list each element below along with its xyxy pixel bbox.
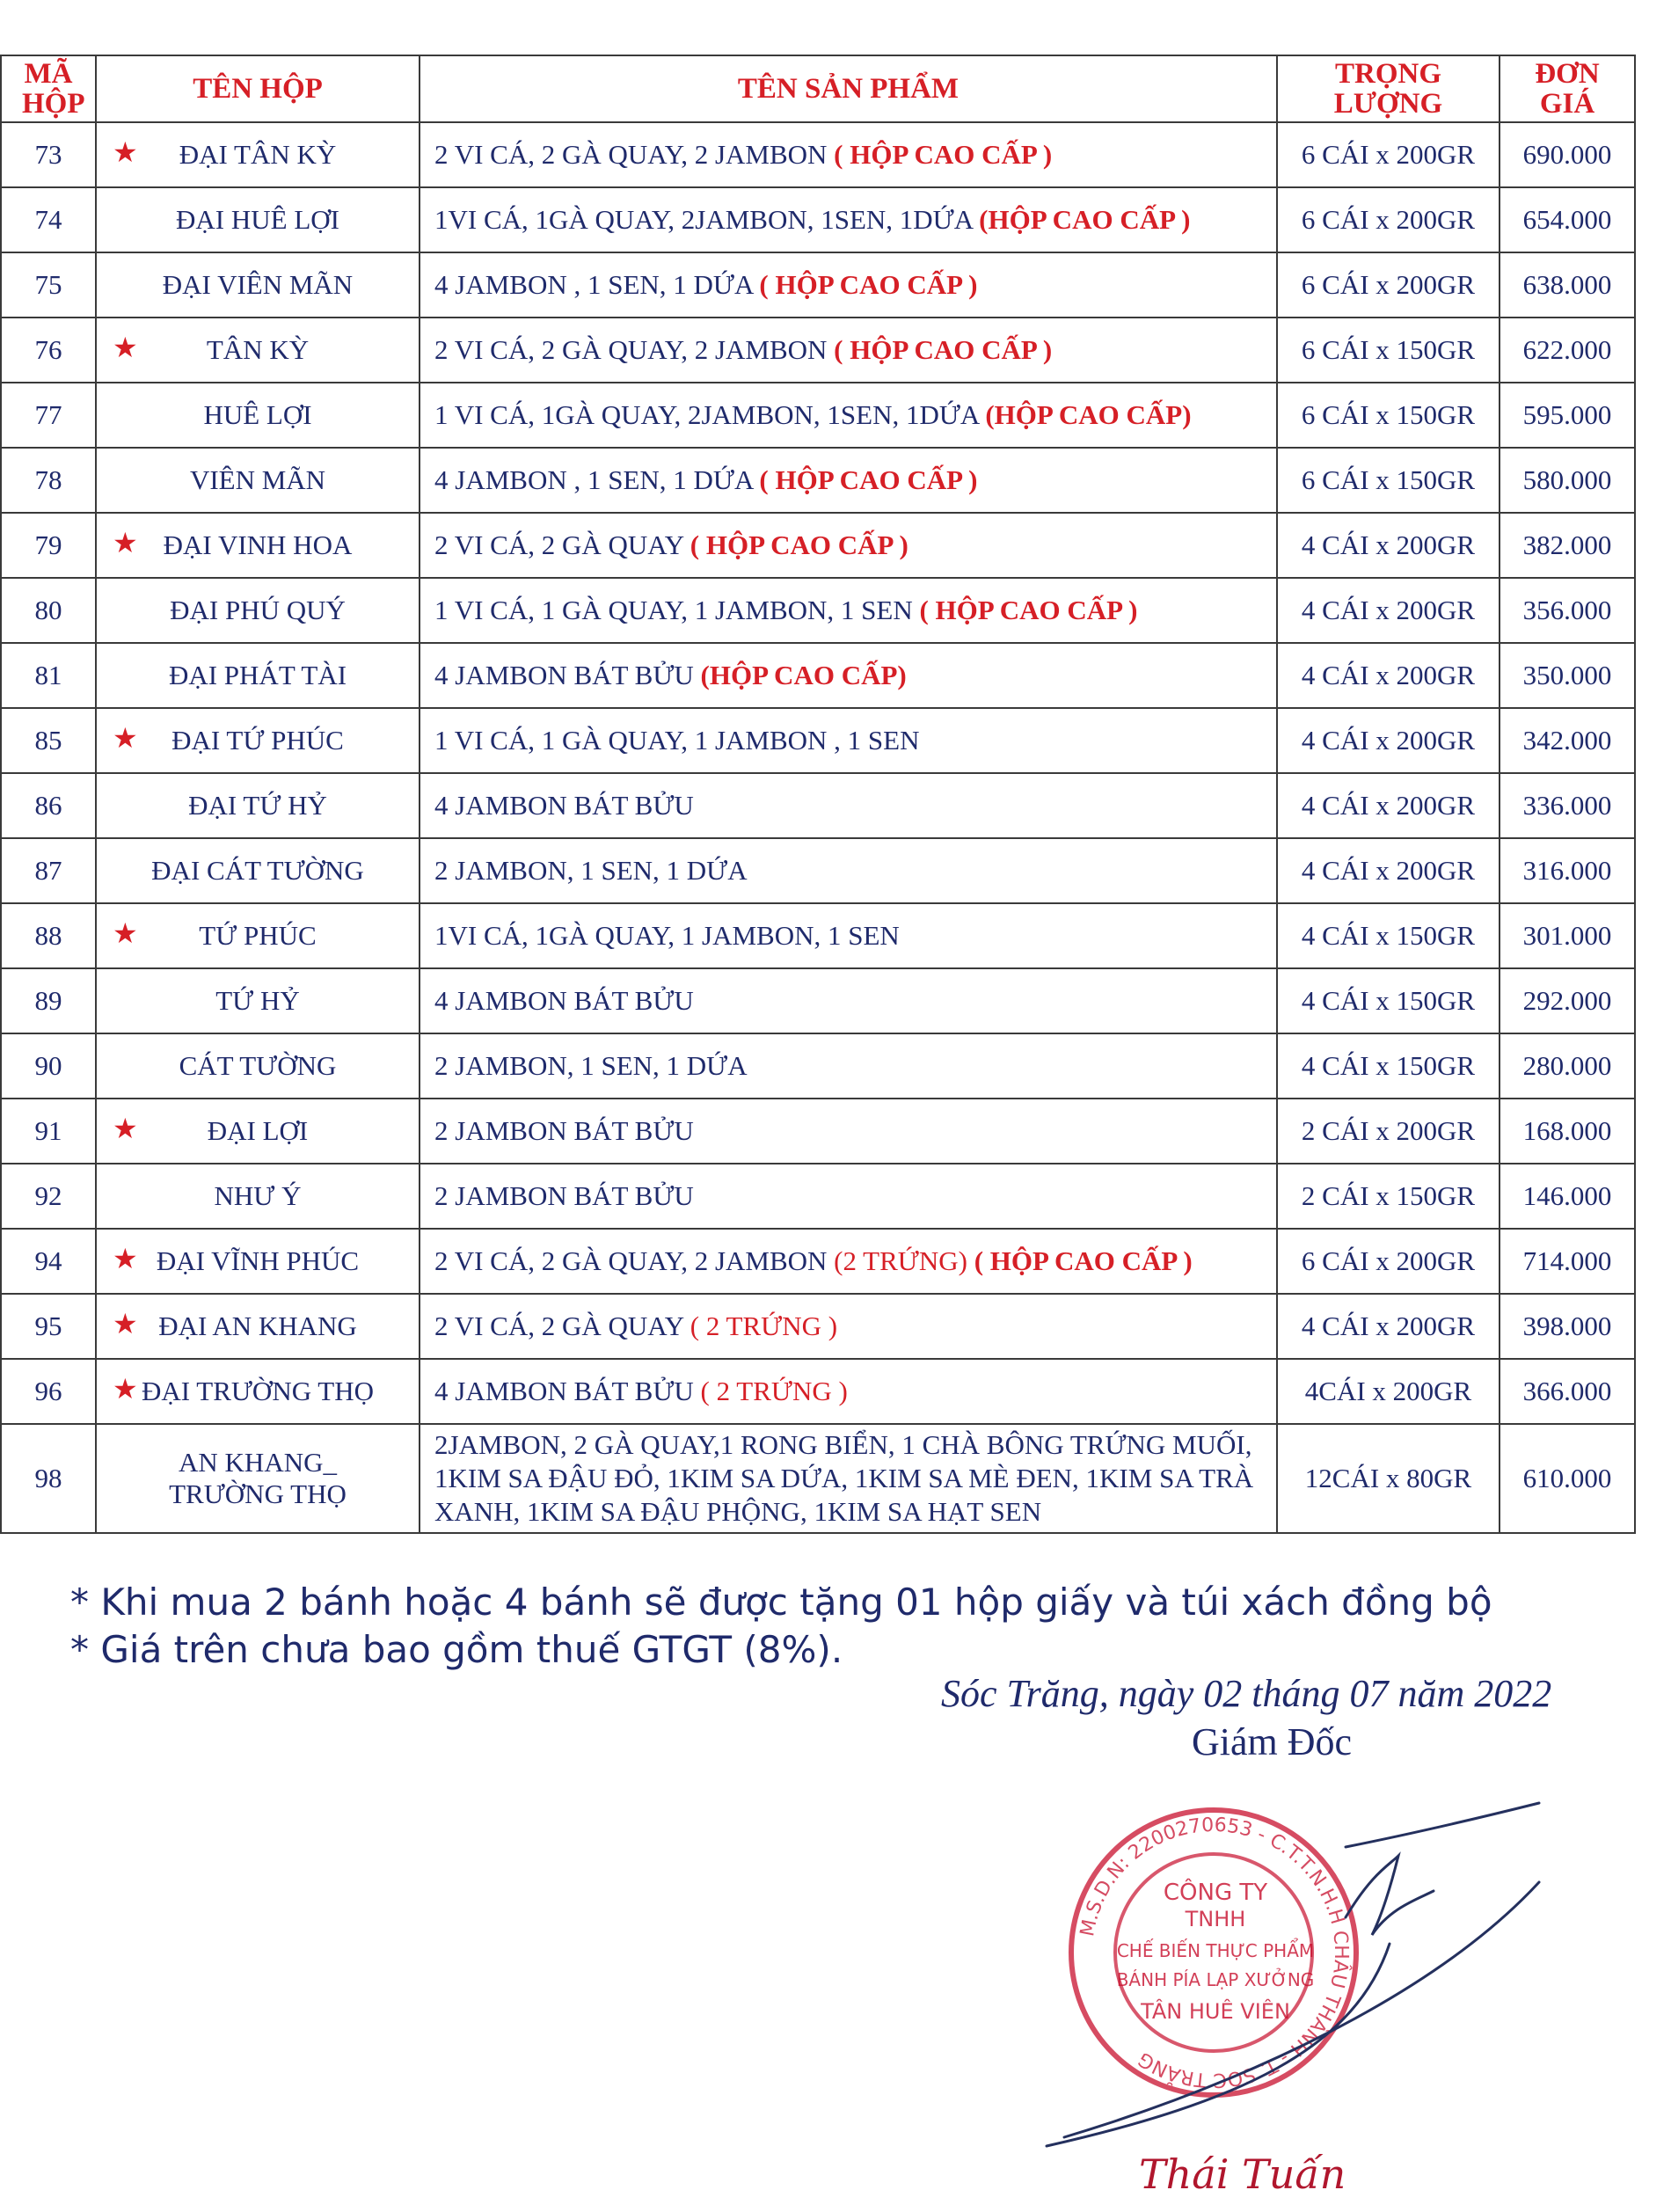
row-box-name-cell [96,1359,420,1424]
row-product-cell [420,968,1277,1033]
row-product-cell [420,1294,1277,1359]
row-code: 85 [1,708,96,773]
table-row [1,122,1635,187]
star-icon: ★ [113,526,138,558]
row-box-name: ĐẠI AN KHANG [158,1310,357,1341]
row-weight: 4 CÁI x 200GR [1277,513,1500,578]
row-product: 1VI CÁ, 1GÀ QUAY, 2JAMBON, 1SEN, 1DỨA [434,204,973,235]
row-box-name: ĐẠI TỨ PHÚC [171,725,344,756]
row-box-name-cell [96,773,420,838]
header-product: TÊN SẢN PHẨM [420,55,1277,122]
row-price: 580.000 [1500,448,1635,513]
row-code: 73 [1,122,96,187]
row-box-name: ĐẠI CÁT TƯỜNG [151,855,364,886]
row-product-cell [420,578,1277,643]
seal-line-1: CÔNG TY [1163,1880,1268,1906]
row-box-name-cell [96,643,420,708]
row-price: 168.000 [1500,1099,1635,1164]
row-box-name: ĐẠI TỨ HỶ [188,790,327,821]
row-box-name-cell [96,968,420,1033]
note-vat: * Giá trên chưa bao gồm thuế GTGT (8%). [70,1628,843,1671]
row-box-name-cell [96,122,420,187]
row-code: 95 [1,1294,96,1359]
table-row [1,903,1635,968]
row-product: 2JAMBON, 2 GÀ QUAY,1 RONG BIỂN, 1 CHÀ BÔNG TRỨNG MUỐI, 1KIM SA ĐẬU ĐỎ, 1KIM SA DỨA, 1KIM SA MÈ ĐEN, 1KIM SA TRÀ XANH, 1KIM SA ĐẬU PHỘNG, 1KIM SA HẠT SEN [420,1424,1277,1533]
table-row [1,708,1635,773]
row-code: 87 [1,838,96,903]
signer-title: Giám Đốc [1192,1720,1353,1763]
note-gift: * Khi mua 2 bánh hoặc 4 bánh sẽ được tặng 01 hộp giấy và túi xách đồng bộ [70,1581,1492,1624]
row-weight: 4 CÁI x 200GR [1277,838,1500,903]
row-product-cell [420,838,1277,903]
row-product-cell [420,448,1277,513]
row-box-name-cell [96,318,420,383]
row-box-name-cell [96,383,420,448]
row-price: 595.000 [1500,383,1635,448]
row-product-cell [420,1164,1277,1229]
row-box-name-cell [96,838,420,903]
row-product: 1 VI CÁ, 1 GÀ QUAY, 1 JAMBON, 1 SEN [434,595,913,625]
row-box-name: TỨ PHÚC [199,920,317,951]
row-price: 622.000 [1500,318,1635,383]
row-box-name: ĐẠI VINH HOA [163,529,353,560]
row-box-name: VIÊN MÃN [189,464,326,495]
row-weight: 6 CÁI x 150GR [1277,383,1500,448]
table-row [1,1229,1635,1294]
row-product: 1VI CÁ, 1GÀ QUAY, 1 JAMBON, 1 SEN [434,920,900,951]
row-box-name-cell [96,252,420,318]
row-product-cell [420,318,1277,383]
table-header-row [1,55,1635,122]
row-code: 92 [1,1164,96,1229]
dateline: Sóc Trăng, ngày 02 tháng 07 năm 2022 [941,1672,1552,1715]
row-code: 89 [1,968,96,1033]
row-product: 2 JAMBON BÁT BỬU [434,1180,694,1211]
row-weight: 12CÁI x 80GR [1277,1424,1500,1533]
row-product-cell [420,513,1277,578]
row-product: 4 JAMBON BÁT BỬU [434,1376,694,1406]
row-box-name-line2: TRƯỜNG THỌ [169,1478,347,1509]
seal-ring-text: M.S.D.N: 2200270653 - C.T.T.N.H.H CHÂU THÀNH - T. SÓC TRĂNG [1076,1814,1353,2092]
row-box-name: ĐẠI TÂN KỲ [179,139,337,170]
seal-line-4: BÁNH PÍA LẠP XƯỞNG [1116,1969,1315,1990]
row-box-name-cell [96,448,420,513]
row-box-name: HUÊ LỢI [203,399,312,430]
row-product-cell [420,773,1277,838]
row-price: 280.000 [1500,1033,1635,1099]
row-product: 2 VI CÁ, 2 GÀ QUAY [434,529,684,560]
row-premium-tag: ( HỘP CAO CẤP ) [690,529,908,560]
table-row [1,968,1635,1033]
star-icon: ★ [113,721,138,754]
row-weight: 6 CÁI x 200GR [1277,1229,1500,1294]
star-icon: ★ [113,1372,138,1405]
seal-line-2: TNHH [1185,1907,1246,1931]
row-price: 146.000 [1500,1164,1635,1229]
table-row [1,773,1635,838]
row-price: 336.000 [1500,773,1635,838]
row-product: 2 VI CÁ, 2 GÀ QUAY [434,1310,684,1341]
row-premium-tag: ( HỘP CAO CẤP ) [759,464,978,495]
row-product-cell [420,1033,1277,1099]
row-weight: 4CÁI x 200GR [1277,1359,1500,1424]
header-price: ĐƠN GIÁ [1500,55,1635,122]
row-box-name-cell [96,1424,420,1533]
row-price: 356.000 [1500,578,1635,643]
row-weight: 6 CÁI x 150GR [1277,318,1500,383]
row-box-name: NHƯ Ý [214,1180,302,1211]
row-code: 90 [1,1033,96,1099]
row-code: 75 [1,252,96,318]
row-code: 94 [1,1229,96,1294]
row-weight: 4 CÁI x 150GR [1277,968,1500,1033]
price-table-container [0,55,1634,1534]
row-code: 86 [1,773,96,838]
row-box-name: ĐẠI VIÊN MÃN [162,269,354,300]
row-box-name: ĐẠI PHÁT TÀI [168,660,347,690]
table-row [1,1099,1635,1164]
row-price: 398.000 [1500,1294,1635,1359]
seal-line-5: TÂN HUÊ VIÊN [1141,1999,1290,2024]
row-code: 76 [1,318,96,383]
row-price: 316.000 [1500,838,1635,903]
row-premium-tag: ( HỘP CAO CẤP ) [834,139,1053,170]
header-box-name: TÊN HỘP [96,55,420,122]
row-box-name-cell [96,578,420,643]
row-weight: 2 CÁI x 200GR [1277,1099,1500,1164]
table-row [1,838,1635,903]
row-box-name-cell [96,1164,420,1229]
row-product-cell [420,383,1277,448]
row-weight: 6 CÁI x 200GR [1277,252,1500,318]
row-box-name-cell [96,903,420,968]
row-product-cell [420,252,1277,318]
row-product: 1 VI CÁ, 1GÀ QUAY, 2JAMBON, 1SEN, 1DỨA [434,399,979,430]
row-price: 690.000 [1500,122,1635,187]
row-premium-tag: (HỘP CAO CẤP ) [979,204,1191,235]
row-code: 77 [1,383,96,448]
table-row [1,1359,1635,1424]
row-price: 301.000 [1500,903,1635,968]
table-row [1,1294,1635,1359]
row-code: 74 [1,187,96,252]
row-weight: 6 CÁI x 200GR [1277,187,1500,252]
row-product-cell [420,708,1277,773]
table-row [1,383,1635,448]
row-premium-tag: ( HỘP CAO CẤP ) [974,1245,1193,1276]
notes [70,1579,1492,1674]
row-code: 96 [1,1359,96,1424]
row-premium-tag: (HỘP CAO CẤP) [985,399,1192,430]
row-product: 2 VI CÁ, 2 GÀ QUAY, 2 JAMBON [434,334,828,365]
seal-line-3: CHẾ BIẾN THỰC PHẨM [1116,1940,1315,1961]
table-row [1,643,1635,708]
table-row [1,1033,1635,1099]
price-table [0,55,1636,1534]
table-row [1,1424,1635,1533]
row-price: 342.000 [1500,708,1635,773]
row-price: 350.000 [1500,643,1635,708]
row-weight: 4 CÁI x 200GR [1277,1294,1500,1359]
row-price: 382.000 [1500,513,1635,578]
row-product: 2 JAMBON, 1 SEN, 1 DỨA [434,855,748,886]
row-product: 1 VI CÁ, 1 GÀ QUAY, 1 JAMBON , 1 SEN [434,725,920,756]
row-product: 4 JAMBON , 1 SEN, 1 DỨA [434,464,753,495]
row-product: 4 JAMBON BÁT BỬU [434,660,694,690]
row-box-name: ĐẠI HUÊ LỢI [176,204,339,235]
row-code: 79 [1,513,96,578]
row-price: 610.000 [1500,1424,1635,1533]
row-weight: 2 CÁI x 150GR [1277,1164,1500,1229]
signature-name: Thái Tuấn [1139,2150,1346,2198]
table-row [1,252,1635,318]
star-icon: ★ [113,1307,138,1340]
row-weight: 6 CÁI x 200GR [1277,122,1500,187]
row-product-cell [420,903,1277,968]
row-weight: 4 CÁI x 200GR [1277,643,1500,708]
row-code: 78 [1,448,96,513]
table-row [1,448,1635,513]
row-price: 654.000 [1500,187,1635,252]
row-product: 4 JAMBON BÁT BỬU [434,790,694,821]
row-box-name-cell [96,708,420,773]
row-weight: 4 CÁI x 150GR [1277,1033,1500,1099]
table-row [1,578,1635,643]
row-weight: 4 CÁI x 200GR [1277,578,1500,643]
row-box-name: TỨ HỶ [215,985,300,1016]
company-seal-stamp [976,1768,1671,2208]
row-product-note: ( 2 TRỨNG ) [690,1310,838,1341]
row-product: 2 VI CÁ, 2 GÀ QUAY, 2 JAMBON [434,1245,828,1276]
row-premium-tag: (HỘP CAO CẤP) [700,660,907,690]
row-weight: 4 CÁI x 200GR [1277,773,1500,838]
row-code: 80 [1,578,96,643]
row-price: 366.000 [1500,1359,1635,1424]
row-product-note: ( 2 TRỨNG ) [700,1376,848,1406]
row-box-name-cell [96,513,420,578]
row-premium-tag: ( HỘP CAO CẤP ) [759,269,978,300]
row-product: 4 JAMBON BÁT BỬU [434,985,694,1016]
table-row [1,187,1635,252]
table-row [1,513,1635,578]
row-box-name: ĐẠI PHÚ QUÝ [170,595,346,625]
row-product: 2 VI CÁ, 2 GÀ QUAY, 2 JAMBON [434,139,828,170]
row-box-name-cell [96,1099,420,1164]
row-box-name-cell [96,1229,420,1294]
row-box-name-cell [96,1033,420,1099]
star-icon: ★ [113,1242,138,1274]
row-product-cell [420,1099,1277,1164]
row-product: 2 JAMBON, 1 SEN, 1 DỨA [434,1050,748,1081]
row-box-name: ĐẠI LỢI [207,1115,309,1146]
row-product-cell [420,1229,1277,1294]
row-product-note: (2 TRỨNG) [834,1245,967,1276]
row-code: 91 [1,1099,96,1164]
row-weight: 4 CÁI x 150GR [1277,903,1500,968]
table-row [1,318,1635,383]
row-product-cell [420,1359,1277,1424]
row-price: 292.000 [1500,968,1635,1033]
star-icon: ★ [113,331,138,363]
row-box-name: CÁT TƯỜNG [179,1050,337,1081]
row-premium-tag: ( HỘP CAO CẤP ) [919,595,1138,625]
header-weight: TRỌNG LƯỢNG [1277,55,1500,122]
row-price: 638.000 [1500,252,1635,318]
row-product-cell [420,187,1277,252]
row-code: 98 [1,1424,96,1533]
row-code: 88 [1,903,96,968]
row-product-cell [420,122,1277,187]
row-premium-tag: ( HỘP CAO CẤP ) [834,334,1053,365]
star-icon: ★ [113,916,138,949]
row-price: 714.000 [1500,1229,1635,1294]
row-product: 2 JAMBON BÁT BỬU [434,1115,694,1146]
row-box-name-cell [96,187,420,252]
row-product-cell [420,643,1277,708]
row-weight: 4 CÁI x 200GR [1277,708,1500,773]
row-code: 81 [1,643,96,708]
row-product: 4 JAMBON , 1 SEN, 1 DỨA [434,269,753,300]
table-row [1,1164,1635,1229]
star-icon: ★ [113,1112,138,1144]
row-box-name: ĐẠI TRƯỜNG THỌ [141,1376,374,1406]
row-box-name-cell [96,1294,420,1359]
table-body [1,122,1635,1533]
row-box-name: ĐẠI VĨNH PHÚC [156,1245,360,1276]
row-box-name: TÂN KỲ [206,334,310,365]
row-box-name-line1: AN KHANG_ [179,1447,337,1478]
star-icon: ★ [113,135,138,168]
header-code: MÃ HỘP [1,55,96,122]
row-weight: 6 CÁI x 150GR [1277,448,1500,513]
